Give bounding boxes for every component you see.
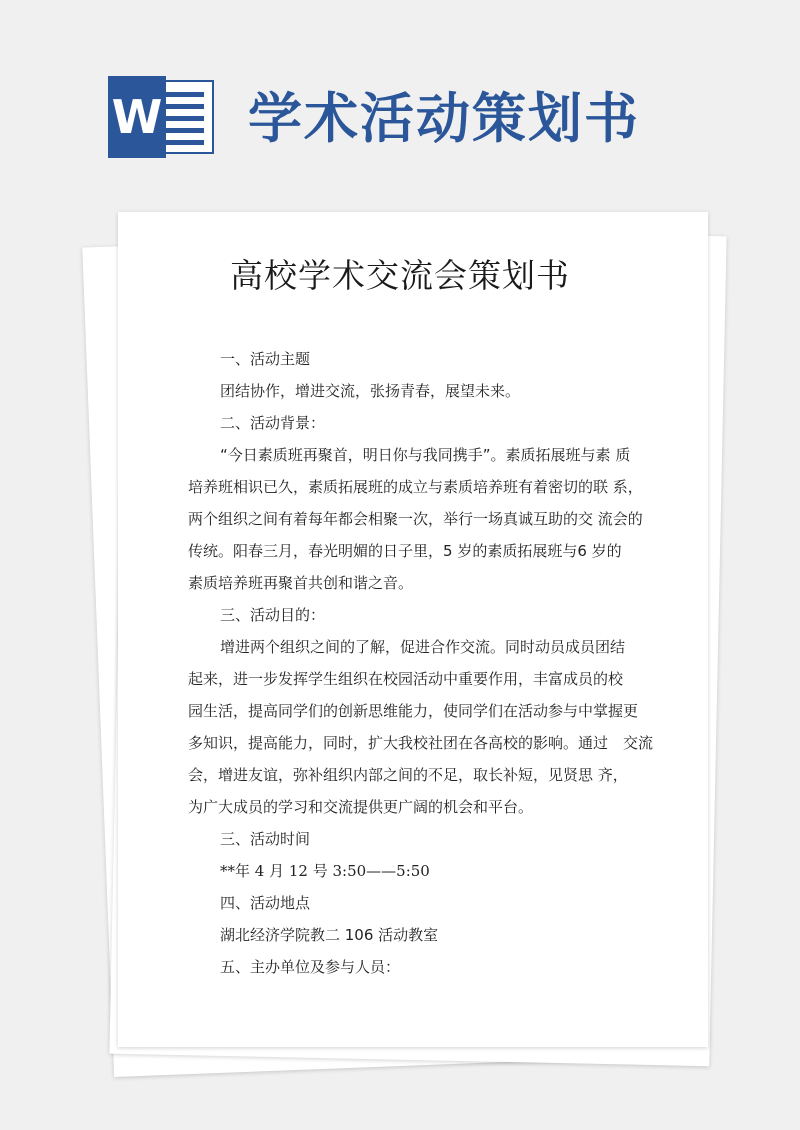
document-line: 三、活动时间 (220, 830, 311, 848)
document-line: 多知识，提高能力，同时，扩大我校社团在各高校的影响。通过 交流 (188, 734, 654, 752)
document-line: 园生活，提高同学们的创新思维能力，使同学们在活动参与中掌握更 (188, 702, 639, 720)
document-line: 培养班相识已久，素质拓展班的成立与素质培养班有着密切的联 系， (188, 478, 643, 496)
document-line: 起来，进一步发挥学生组织在校园活动中重要作用，丰富成员的校 (188, 670, 624, 688)
document-line: 增进两个组织之间的了解，促进合作交流。同时动员成员团结 (220, 638, 626, 656)
document-body (188, 343, 658, 983)
document-line: 五、主办单位及参与人员： (220, 958, 401, 976)
banner (0, 0, 800, 200)
document-title: 高校学术交流会策划书 (230, 256, 570, 295)
document-line: 二、活动背景： (220, 414, 326, 432)
document-line: “今日素质班再聚首，明日你与我同携手”。素质拓展班与素 质 (220, 446, 631, 464)
word-letter-badge: W (108, 76, 166, 158)
document-line: 传统。阳春三月，春光明媚的日子里，5 岁的素质拓展班与6 岁的 (188, 542, 622, 560)
document-line: 三、活动目的： (220, 606, 326, 624)
document-line: 会，增进友谊，弥补组织内部之间的不足，取长补短，见贤思 齐， (188, 766, 628, 784)
document-line: **年 4 月 12 号 3:50——5:50 (220, 862, 430, 880)
document-line: 两个组织之间有着每年都会相聚一次，举行一场真诚互助的交 流会的 (188, 510, 643, 528)
document-line: 湖北经济学院教二 106 活动教室 (220, 926, 439, 944)
document-line: 为广大成员的学习和交流提供更广阔的机会和平台。 (188, 798, 534, 816)
document-line: 团结协作，增进交流，张扬青春，展望未来。 (220, 382, 521, 400)
document-line: 素质培养班再聚首共创和谐之音。 (188, 574, 414, 592)
document-line: 一、活动主题 (220, 350, 311, 368)
banner-title: 学术活动策划书 (248, 87, 640, 150)
word-document-icon (108, 76, 216, 158)
document-line: 四、活动地点 (220, 894, 311, 912)
